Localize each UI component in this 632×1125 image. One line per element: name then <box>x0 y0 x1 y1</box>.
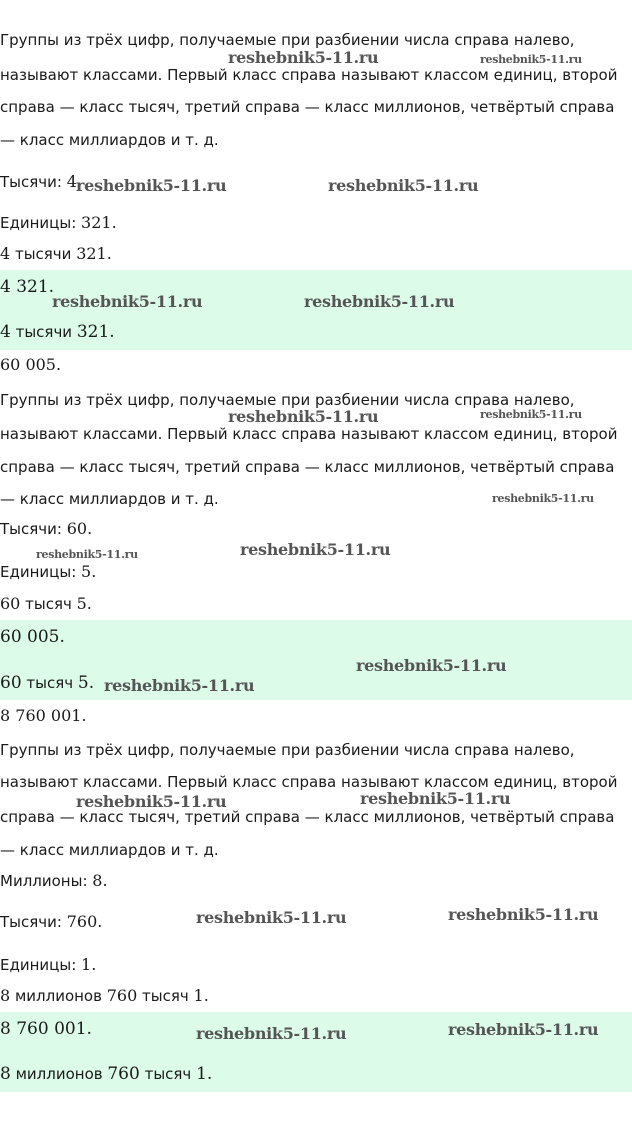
answer-word: тысяч <box>21 674 78 692</box>
answer-word: миллионов <box>10 1065 108 1083</box>
definition-line-1: Группы из трёх цифр, получаемые при разбиении числа справа налево, <box>0 391 575 409</box>
watermark: reshebnik5-11.ru <box>328 176 479 195</box>
example2-units <box>0 562 96 582</box>
definition-line-2: называют классами. Первый класс справа называют классом единиц, второй <box>0 773 618 791</box>
watermark: reshebnik5-11.ru <box>228 407 379 426</box>
thousands-value: 4 <box>66 172 77 191</box>
example3-units <box>0 955 96 975</box>
answer-number-part: 321. <box>76 322 115 342</box>
thousands-value: 760. <box>66 912 103 931</box>
units-label: Единицы: <box>0 214 82 232</box>
watermark: reshebnik5-11.ru <box>76 176 227 195</box>
answer-number-part: 760 <box>107 1064 140 1084</box>
definition-line-1: Группы из трёх цифр, получаемые при разбиении числа справа налево, <box>0 31 575 49</box>
watermark: reshebnik5-11.ru <box>76 792 227 811</box>
definition-line-4: — класс миллиардов и т. д. <box>0 490 219 508</box>
example3-millions <box>0 871 108 891</box>
watermark: reshebnik5-11.ru <box>304 292 455 311</box>
watermark: reshebnik5-11.ru <box>492 492 594 505</box>
watermark: reshebnik5-11.ru <box>480 408 582 421</box>
units-value: 321. <box>81 213 117 232</box>
watermark: reshebnik5-11.ru <box>196 1024 347 1043</box>
answer-number-part: 8 <box>0 1064 11 1084</box>
definition-line-4: — класс миллиардов и т. д. <box>0 841 219 859</box>
watermark: reshebnik5-11.ru <box>36 548 138 561</box>
thousands-label: Тысячи: <box>0 913 67 931</box>
answer-number-part: 4 <box>0 322 11 342</box>
definition-line-4: — класс миллиардов и т. д. <box>0 131 219 149</box>
example1-units <box>0 213 117 233</box>
reading-number: 321. <box>76 244 112 263</box>
example1-answer-number: 4 321. <box>0 277 55 297</box>
example1-thousands <box>0 172 77 192</box>
answer-word: тысяч <box>139 1065 197 1083</box>
reading-word: тысяч <box>20 595 77 613</box>
example3-thousands <box>0 912 102 932</box>
thousands-label: Тысячи: <box>0 520 67 538</box>
watermark: reshebnik5-11.ru <box>448 1020 599 1039</box>
watermark: reshebnik5-11.ru <box>480 53 582 66</box>
definition-line-3: справа — класс тысяч, третий справа — класс миллионов, четвёртый справа <box>0 808 615 826</box>
answer-highlight-2 <box>0 620 632 700</box>
example2-answer-number: 60 005. <box>0 627 65 647</box>
example3-reading <box>0 986 209 1006</box>
example1-reading <box>0 244 112 264</box>
answer-number-part: 5. <box>77 673 95 693</box>
example3-answer-reading <box>0 1064 212 1084</box>
reading-number: 5. <box>76 594 92 613</box>
example3-answer-number: 8 760 001. <box>0 1019 92 1039</box>
watermark: reshebnik5-11.ru <box>52 292 203 311</box>
watermark: reshebnik5-11.ru <box>240 540 391 559</box>
reading-word: тысячи <box>10 245 77 263</box>
reading-number: 8 <box>0 986 11 1005</box>
definition-line-2: называют классами. Первый класс справа называют классом единиц, второй <box>0 425 618 443</box>
definition-line-3: справа — класс тысяч, третий справа — класс миллионов, четвёртый справа <box>0 98 615 116</box>
reading-number: 1. <box>193 986 209 1005</box>
reading-word: тысяч <box>137 987 194 1005</box>
example2-thousands <box>0 519 92 539</box>
watermark: reshebnik5-11.ru <box>356 656 507 675</box>
example2-answer-reading <box>0 673 94 693</box>
example2-reading <box>0 594 92 614</box>
reading-number: 4 <box>0 244 11 263</box>
watermark: reshebnik5-11.ru <box>196 908 347 927</box>
millions-value: 8. <box>92 871 108 890</box>
definition-line-2: называют классами. Первый класс справа называют классом единиц, второй <box>0 66 618 84</box>
watermark: reshebnik5-11.ru <box>448 905 599 924</box>
answer-number-part: 1. <box>196 1064 213 1084</box>
example2-number: 60 005. <box>0 355 62 374</box>
watermark: reshebnik5-11.ru <box>104 676 255 695</box>
millions-label: Миллионы: <box>0 872 93 890</box>
thousands-value: 60. <box>66 519 93 538</box>
example3-number: 8 760 001. <box>0 706 87 725</box>
units-label: Единицы: <box>0 956 82 974</box>
units-label: Единицы: <box>0 563 82 581</box>
example1-answer-reading <box>0 322 115 342</box>
watermark: reshebnik5-11.ru <box>360 789 511 808</box>
answer-number-part: 60 <box>0 673 22 693</box>
answer-word: тысячи <box>10 323 77 341</box>
reading-word: миллионов <box>10 987 107 1005</box>
definition-line-3: справа — класс тысяч, третий справа — класс миллионов, четвёртый справа <box>0 458 615 476</box>
definition-line-1: Группы из трёх цифр, получаемые при разбиении числа справа налево, <box>0 741 575 759</box>
reading-number: 760 <box>106 986 138 1005</box>
watermark: reshebnik5-11.ru <box>228 48 379 67</box>
units-value: 5. <box>81 562 97 581</box>
units-value: 1. <box>81 955 97 974</box>
reading-number: 60 <box>0 594 21 613</box>
thousands-label: Тысячи: <box>0 173 67 191</box>
